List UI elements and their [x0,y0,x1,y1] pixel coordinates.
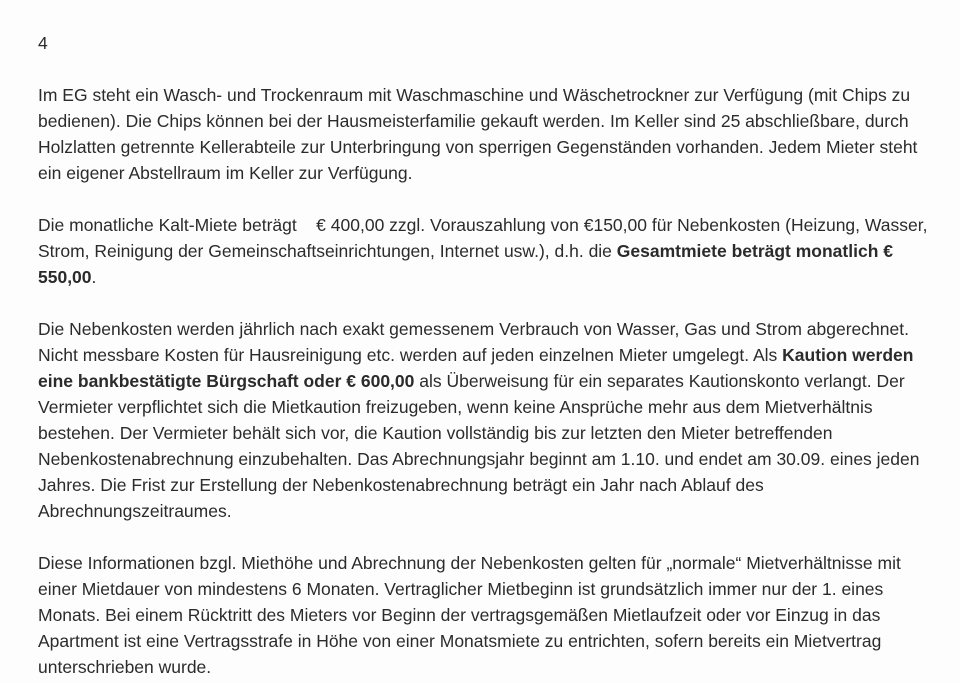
paragraph-utilities-deposit [38,316,931,524]
paragraph-facilities [38,82,931,186]
paragraph-deposit-continuation-text: als Überweisung für ein separates Kautionskonto verlangt. Der Vermieter verpflichtet sich die Mietkaution freizugeben, wenn keine Ansprüche mehr aus dem Mietverhältnis bestehen. Der Vermieter behält sich vor, die Kaution vollständig bis zur letzten den Mieter betreffenden Nebenkostenabrechnung einzubehalten. Das Abrechnungsjahr beginnt am 1.10. und endet am 30.09. eines jeden Jahres. Die Frist zur Erstellung der Nebenkostenabrechnung beträgt ein Jahr nach Ablauf des Abrechnungszeitraumes. [38,371,920,521]
paragraph-utilities-text: Die Nebenkosten werden jährlich nach exakt gemessenem Verbrauch von Wasser, Gas und Strom abgerechnet. Nicht messbare Kosten für Hausreinigung etc. werden auf jeden einzelnen Mieter umgelegt. Als [38,319,909,365]
paragraph-rent-period: . [91,267,97,287]
total-rent-bold-text: Gesamtmiete beträgt monatlich € 550,00 [38,241,893,287]
paragraph-contract-terms [38,550,931,680]
deposit-bold-text: Kaution werden eine bankbestätigte Bürgschaft oder € 600,00 [38,345,914,391]
paragraph-contract-terms-text: Diese Informationen bzgl. Miethöhe und Abrechnung der Nebenkosten gelten für „normale“ Mietverhältnisse mit einer Mietdauer von mindestens 6 Monaten. Vertraglicher Mietbeginn ist grundsätzlich immer nur der 1. eines Monats. Bei einem Rücktritt des Mieters vor Beginn der vertragsgemäßen Mietlaufzeit oder vor Einzug in das Apartment ist eine Vertragsstrafe in Höhe von einer Monatsmiete zu entrichten, sofern bereits ein Mietvertrag unterschrieben wurde. [38,553,901,677]
paragraph-facilities-text: Im EG steht ein Wasch- und Trockenraum mit Waschmaschine und Wäschetrockner zur Verfügung (mit Chips zu bedienen). Die Chips können bei der Hausmeisterfamilie gekauft werden. Im Keller sind 25 abschließbare, durch Holzlatten getrennte Kellerabteile zur Unterbringung von sperrigen Gegenständen vorhanden. Jedem Mieter steht ein eigener Abstellraum im Keller zur Verfügung. [38,85,918,183]
page-number: 4 [38,33,48,53]
paragraph-rent [38,212,931,290]
paragraph-rent-text: Die monatliche Kalt-Miete beträgt € 400,00 zzgl. Vorauszahlung von €150,00 für Nebenkosten (Heizung, Wasser, Strom, Reinigung der Gemeinschaftseinrichtungen, Internet usw.), d.h. die [38,215,928,261]
